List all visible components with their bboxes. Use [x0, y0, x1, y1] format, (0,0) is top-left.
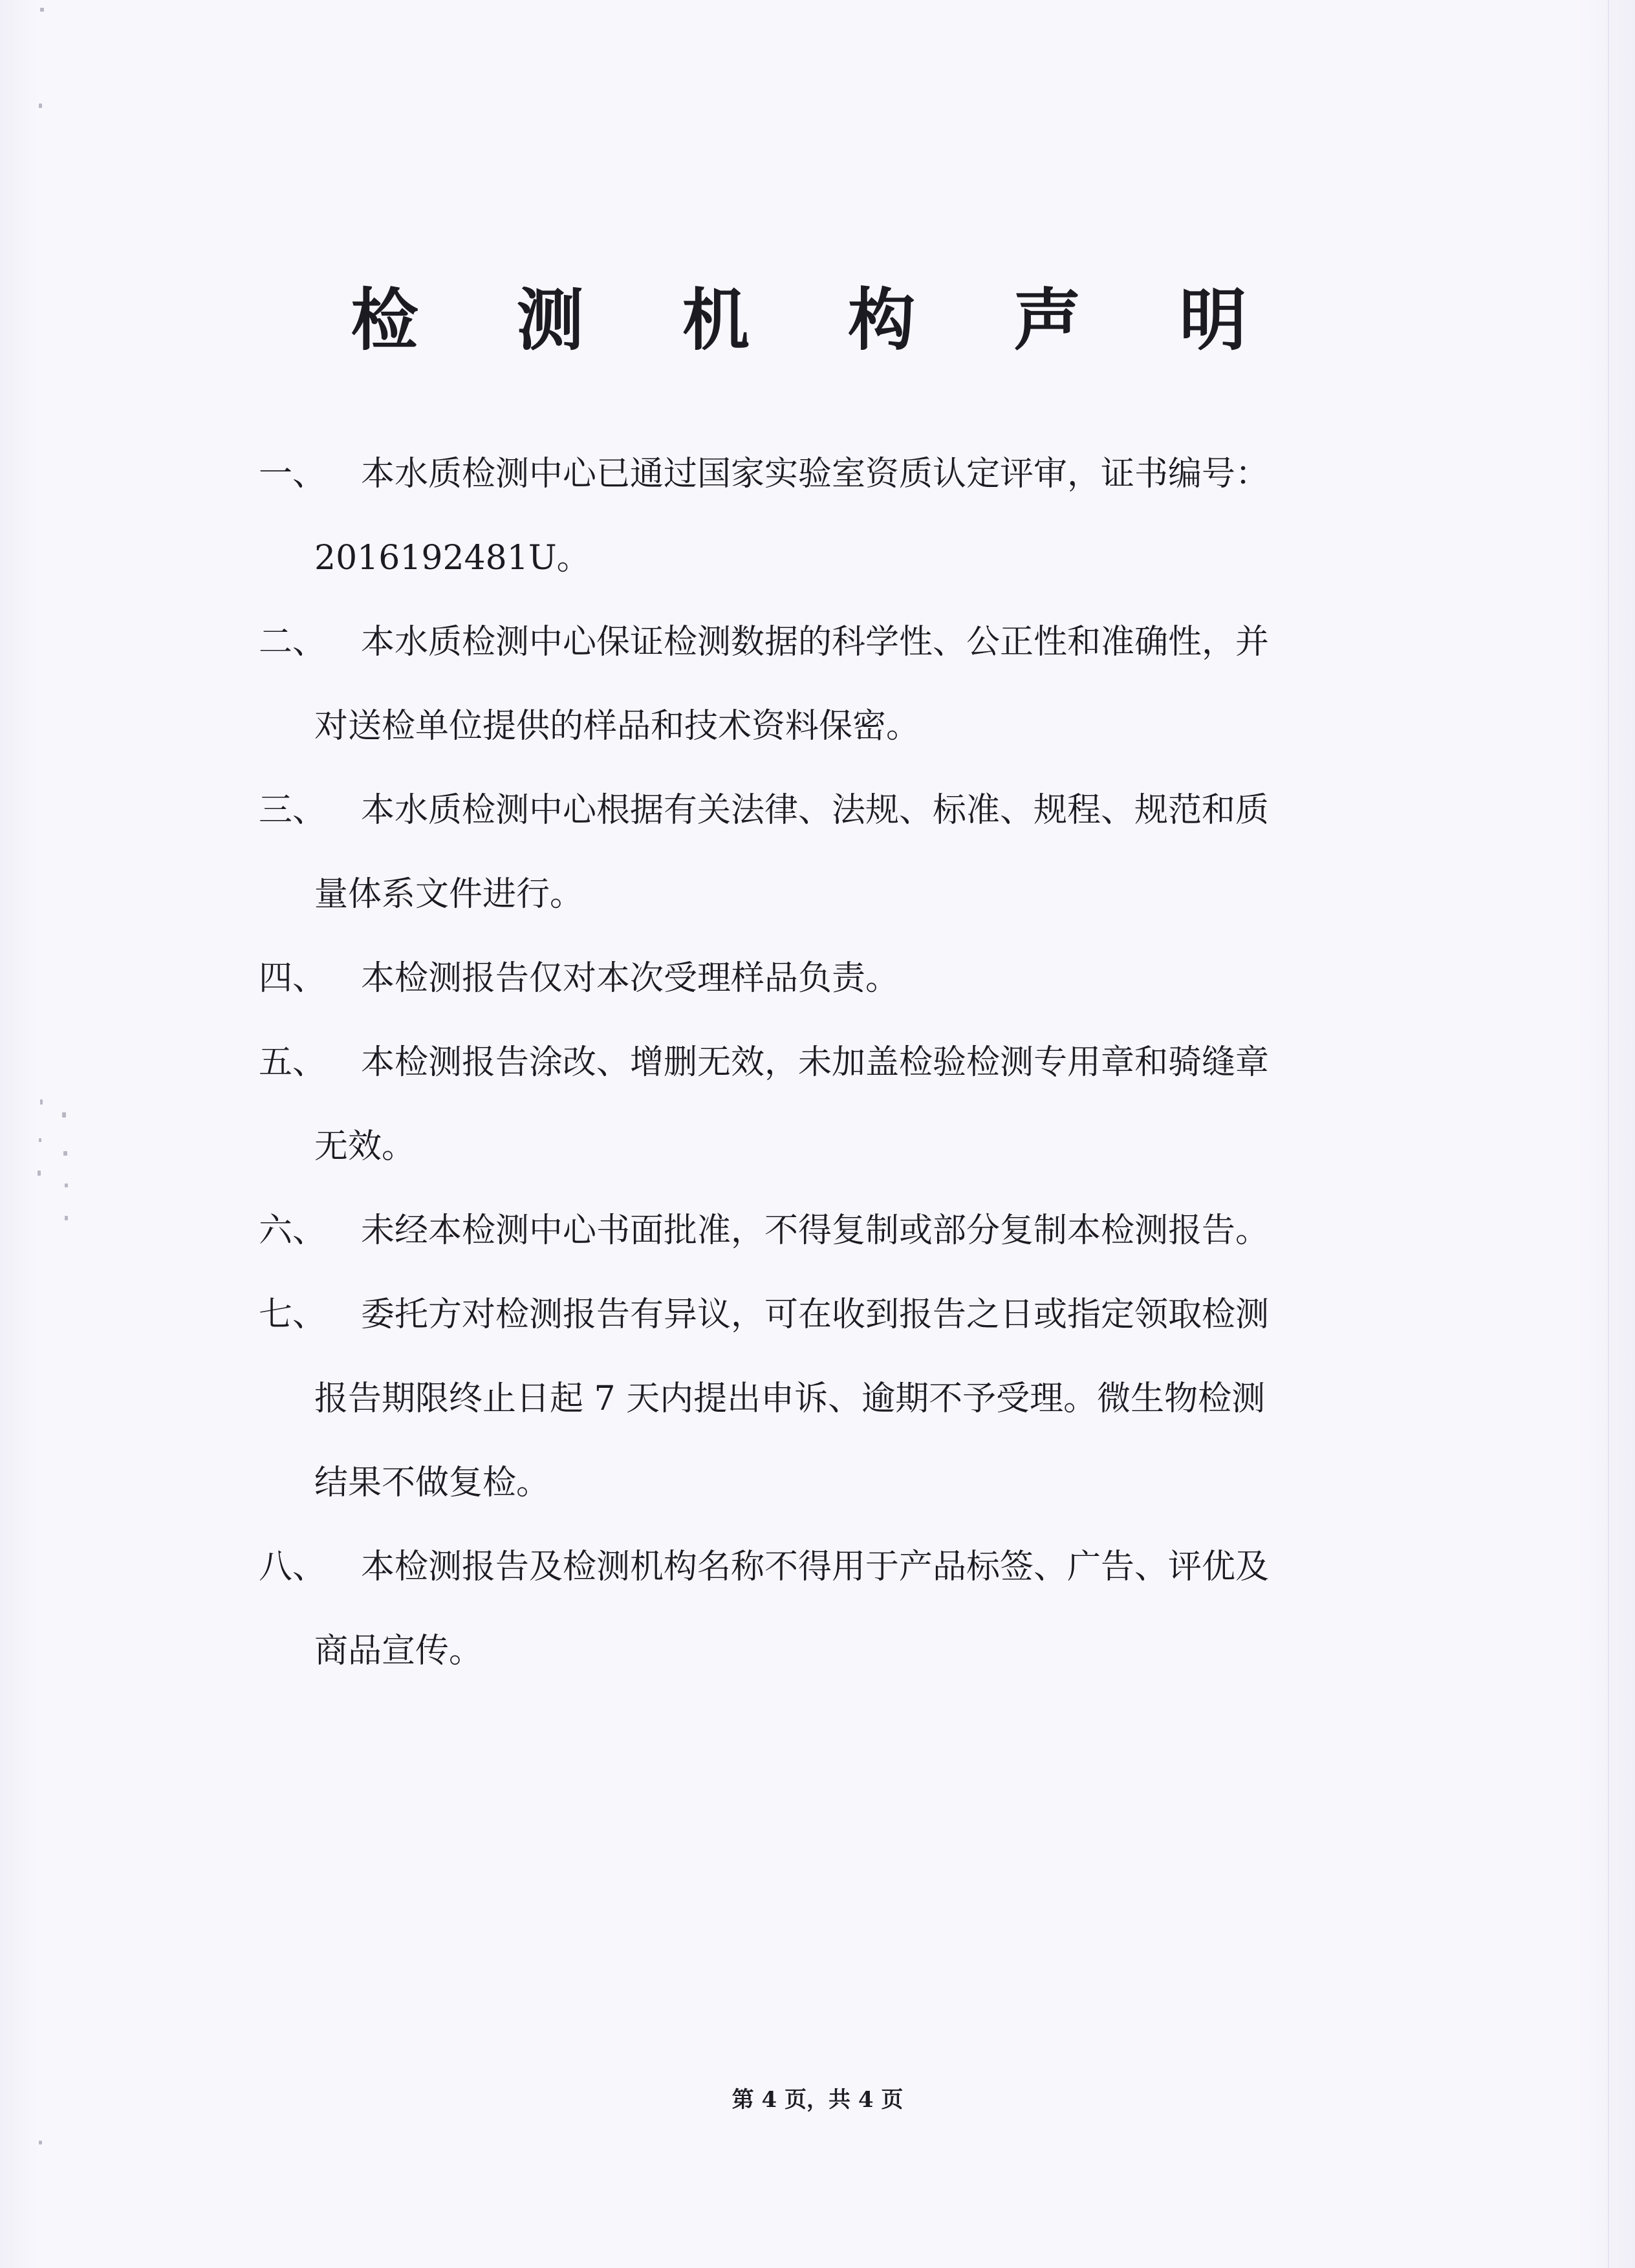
statement-item-7 [259, 1273, 1397, 1525]
item-text-line: 本检测报告涂改、增删无效，未加盖检验检测专用章和骑缝章 [361, 1043, 1270, 1082]
item-text [314, 1021, 1397, 1189]
scan-speck [63, 1151, 67, 1156]
statement-item-1 [259, 432, 1397, 600]
item-text [314, 768, 1397, 936]
item-text [314, 432, 1397, 600]
scan-speck [62, 1112, 66, 1118]
item-text [314, 600, 1397, 768]
scan-speck [40, 1099, 43, 1105]
statement-item-8 [259, 1525, 1397, 1693]
document-title: 检 测 机 构 声 明 [351, 280, 1284, 360]
item-text-line: 委托方对检测报告有异议，可在收到报告之日或指定领取检测 [361, 1295, 1270, 1334]
item-text-continuation: 2016192481U。 [314, 539, 590, 578]
scan-speck [39, 103, 42, 108]
item-text [314, 936, 1397, 1021]
statement-item-4 [259, 936, 1397, 1021]
item-text [314, 1525, 1397, 1693]
statement-item-2 [259, 600, 1397, 768]
item-text-continuation: 量体系文件进行。 [314, 875, 584, 914]
item-number: 五、 [259, 1043, 327, 1082]
scan-speck [38, 1171, 41, 1176]
item-number: 六、 [259, 1211, 327, 1250]
item-text-continuation: 对送检单位提供的样品和技术资料保密。 [314, 707, 920, 746]
scan-speck [65, 1183, 68, 1187]
item-text-line: 本水质检测中心根据有关法律、法规、标准、规程、规范和质 [361, 791, 1270, 830]
item-number: 七、 [259, 1295, 327, 1334]
item-text [314, 1273, 1397, 1525]
item-text-continuation: 报告期限终止日起 7 天内提出申诉、逾期不予受理。微生物检测 [314, 1379, 1266, 1418]
scan-speck [39, 2141, 42, 2144]
page-number: 第 4 页，共 4 页 [731, 2087, 904, 2113]
item-number: 四、 [259, 959, 327, 998]
statement-item-5 [259, 1021, 1397, 1189]
item-number: 八、 [259, 1548, 327, 1586]
scan-speck [40, 8, 44, 12]
item-text-continuation: 无效。 [314, 1127, 416, 1166]
item-number: 三、 [259, 791, 327, 830]
item-number: 二、 [259, 623, 327, 662]
item-number: 一、 [259, 455, 327, 493]
item-text-line: 本检测报告仅对本次受理样品负责。 [361, 959, 900, 998]
item-text-line: 未经本检测中心书面批准，不得复制或部分复制本检测报告。 [361, 1211, 1270, 1250]
item-text-continuation: 结果不做复检。 [314, 1463, 550, 1502]
scan-speck [39, 1138, 41, 1142]
item-text [314, 1189, 1397, 1273]
item-text-line: 本水质检测中心已通过国家实验室资质认定评审，证书编号： [361, 455, 1270, 493]
statement-item-6 [259, 1189, 1397, 1273]
item-text-continuation: 商品宣传。 [314, 1632, 483, 1670]
scan-speck [65, 1216, 68, 1220]
statement-item-3 [259, 768, 1397, 936]
item-text-line: 本检测报告及检测机构名称不得用于产品标签、广告、评优及 [361, 1548, 1270, 1586]
statement-list [259, 432, 1397, 1693]
item-text-line: 本水质检测中心保证检测数据的科学性、公正性和准确性，并 [361, 623, 1270, 662]
